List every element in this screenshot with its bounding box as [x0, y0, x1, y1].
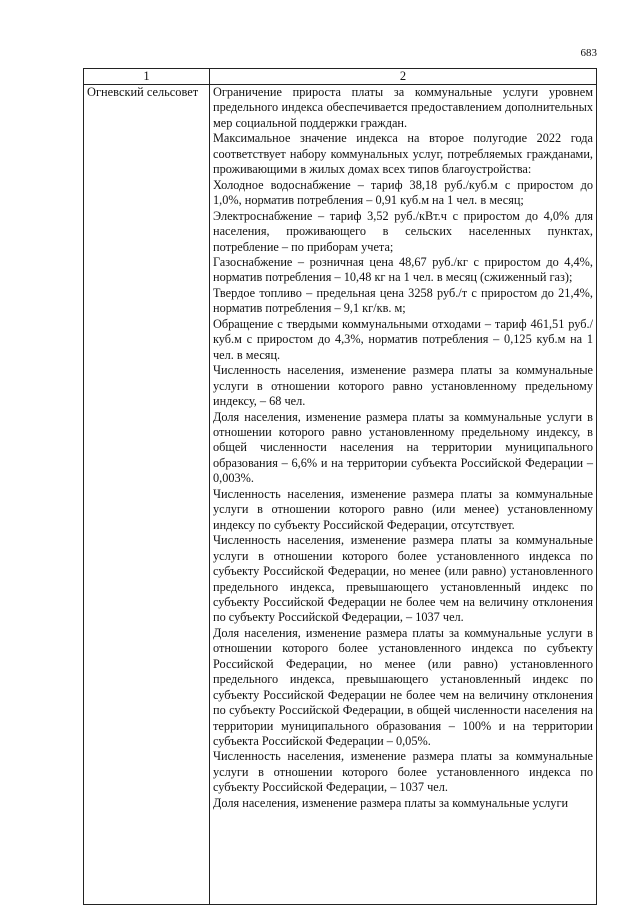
paragraph: Численность населения, изменение размера платы за коммунальные услуги в отношении которого более установленного индекса по субъекту Российской Федерации, но менее (или равно) установленного предельного индекса, превышающего установленный индекс по субъекту Российской Федерации не более чем на величину отклонения по субъекту Российской Федерации, – 1037 чел. — [213, 533, 593, 625]
paragraph: Численность населения, изменение размера платы за коммунальные услуги в отношении которого более установленного индекса по субъекту Российской Федерации, – 1037 чел. — [213, 749, 593, 795]
table-row — [84, 85, 597, 905]
paragraph: Доля населения, изменение размера платы за коммунальные услуги — [213, 795, 569, 810]
column-header-1: 1 — [84, 69, 210, 85]
page-number: 683 — [580, 47, 597, 59]
content-cell — [210, 85, 597, 905]
paragraph: Максимальное значение индекса на второе полугодие 2022 года соответствует набору коммунальных услуг, потребляемых гражданами, проживающими в жилых домах всех типов благоустройства: — [213, 131, 593, 177]
paragraph: Доля населения, изменение размера платы за коммунальные услуги в отношении которого более установленного индекса по субъекту Российской Федерации, но менее (или равно) установленного предельного индекса, превышающего установленный индекс по субъекту Российской Федерации не более чем на величину отклонения по субъекту Российской Федерации, в общей численности населения на территории муниципального образования – 100% и на территории субъекта Российской Федерации – 0,05%. — [213, 625, 593, 749]
paragraph: Численность населения, изменение размера платы за коммунальные услуги в отношении которого равно (или менее) установленному индексу по субъекту Российской Федерации, отсутствует. — [213, 486, 593, 532]
paragraph: Электроснабжение – тариф 3,52 руб./кВт.ч с приростом до 4,0% для населения, проживающего в сельских населенных пунктах, потребление – по приборам учета; — [213, 208, 593, 254]
column-header-2: 2 — [210, 69, 597, 85]
paragraph: Твердое топливо – предельная цена 3258 руб./т с приростом до 21,4%, норматив потребления – 9,1 кг/кв. м; — [213, 285, 593, 316]
paragraph: Газоснабжение – розничная цена 48,67 руб./кг с приростом до 4,4%, норматив потребления – 10,48 кг на 1 чел. в месяц (сжиженный газ); — [213, 254, 593, 285]
document-table — [83, 68, 597, 905]
paragraph: Ограничение прироста платы за коммунальные услуги уровнем предельного индекса обеспечивается предоставлением дополнительных мер социальной поддержки граждан. — [213, 85, 593, 130]
paragraph: Доля населения, изменение размера платы за коммунальные услуги в отношении которого равно установленному предельному индексу, в общей численности населения на территории муниципального образования – 6,6% и на территории субъекта Российской Федерации – 0,003%. — [213, 409, 593, 486]
paragraph: Холодное водоснабжение – тариф 38,18 руб./куб.м с приростом до 1,0%, норматив потребления – 0,91 куб.м на 1 чел. в месяц; — [213, 177, 593, 208]
paragraph: Численность населения, изменение размера платы за коммунальные услуги в отношении которого равно установленному предельному индексу, – 68 чел. — [213, 363, 593, 409]
paragraph: Обращение с твердыми коммунальными отходами – тариф 461,51 руб./куб.м с приростом до 4,3%, норматив потребления – 0,125 куб.м на 1 чел. в месяц. — [213, 316, 593, 362]
table-header-row — [84, 69, 597, 85]
municipality-name: Огневский сельсовет — [84, 85, 210, 905]
